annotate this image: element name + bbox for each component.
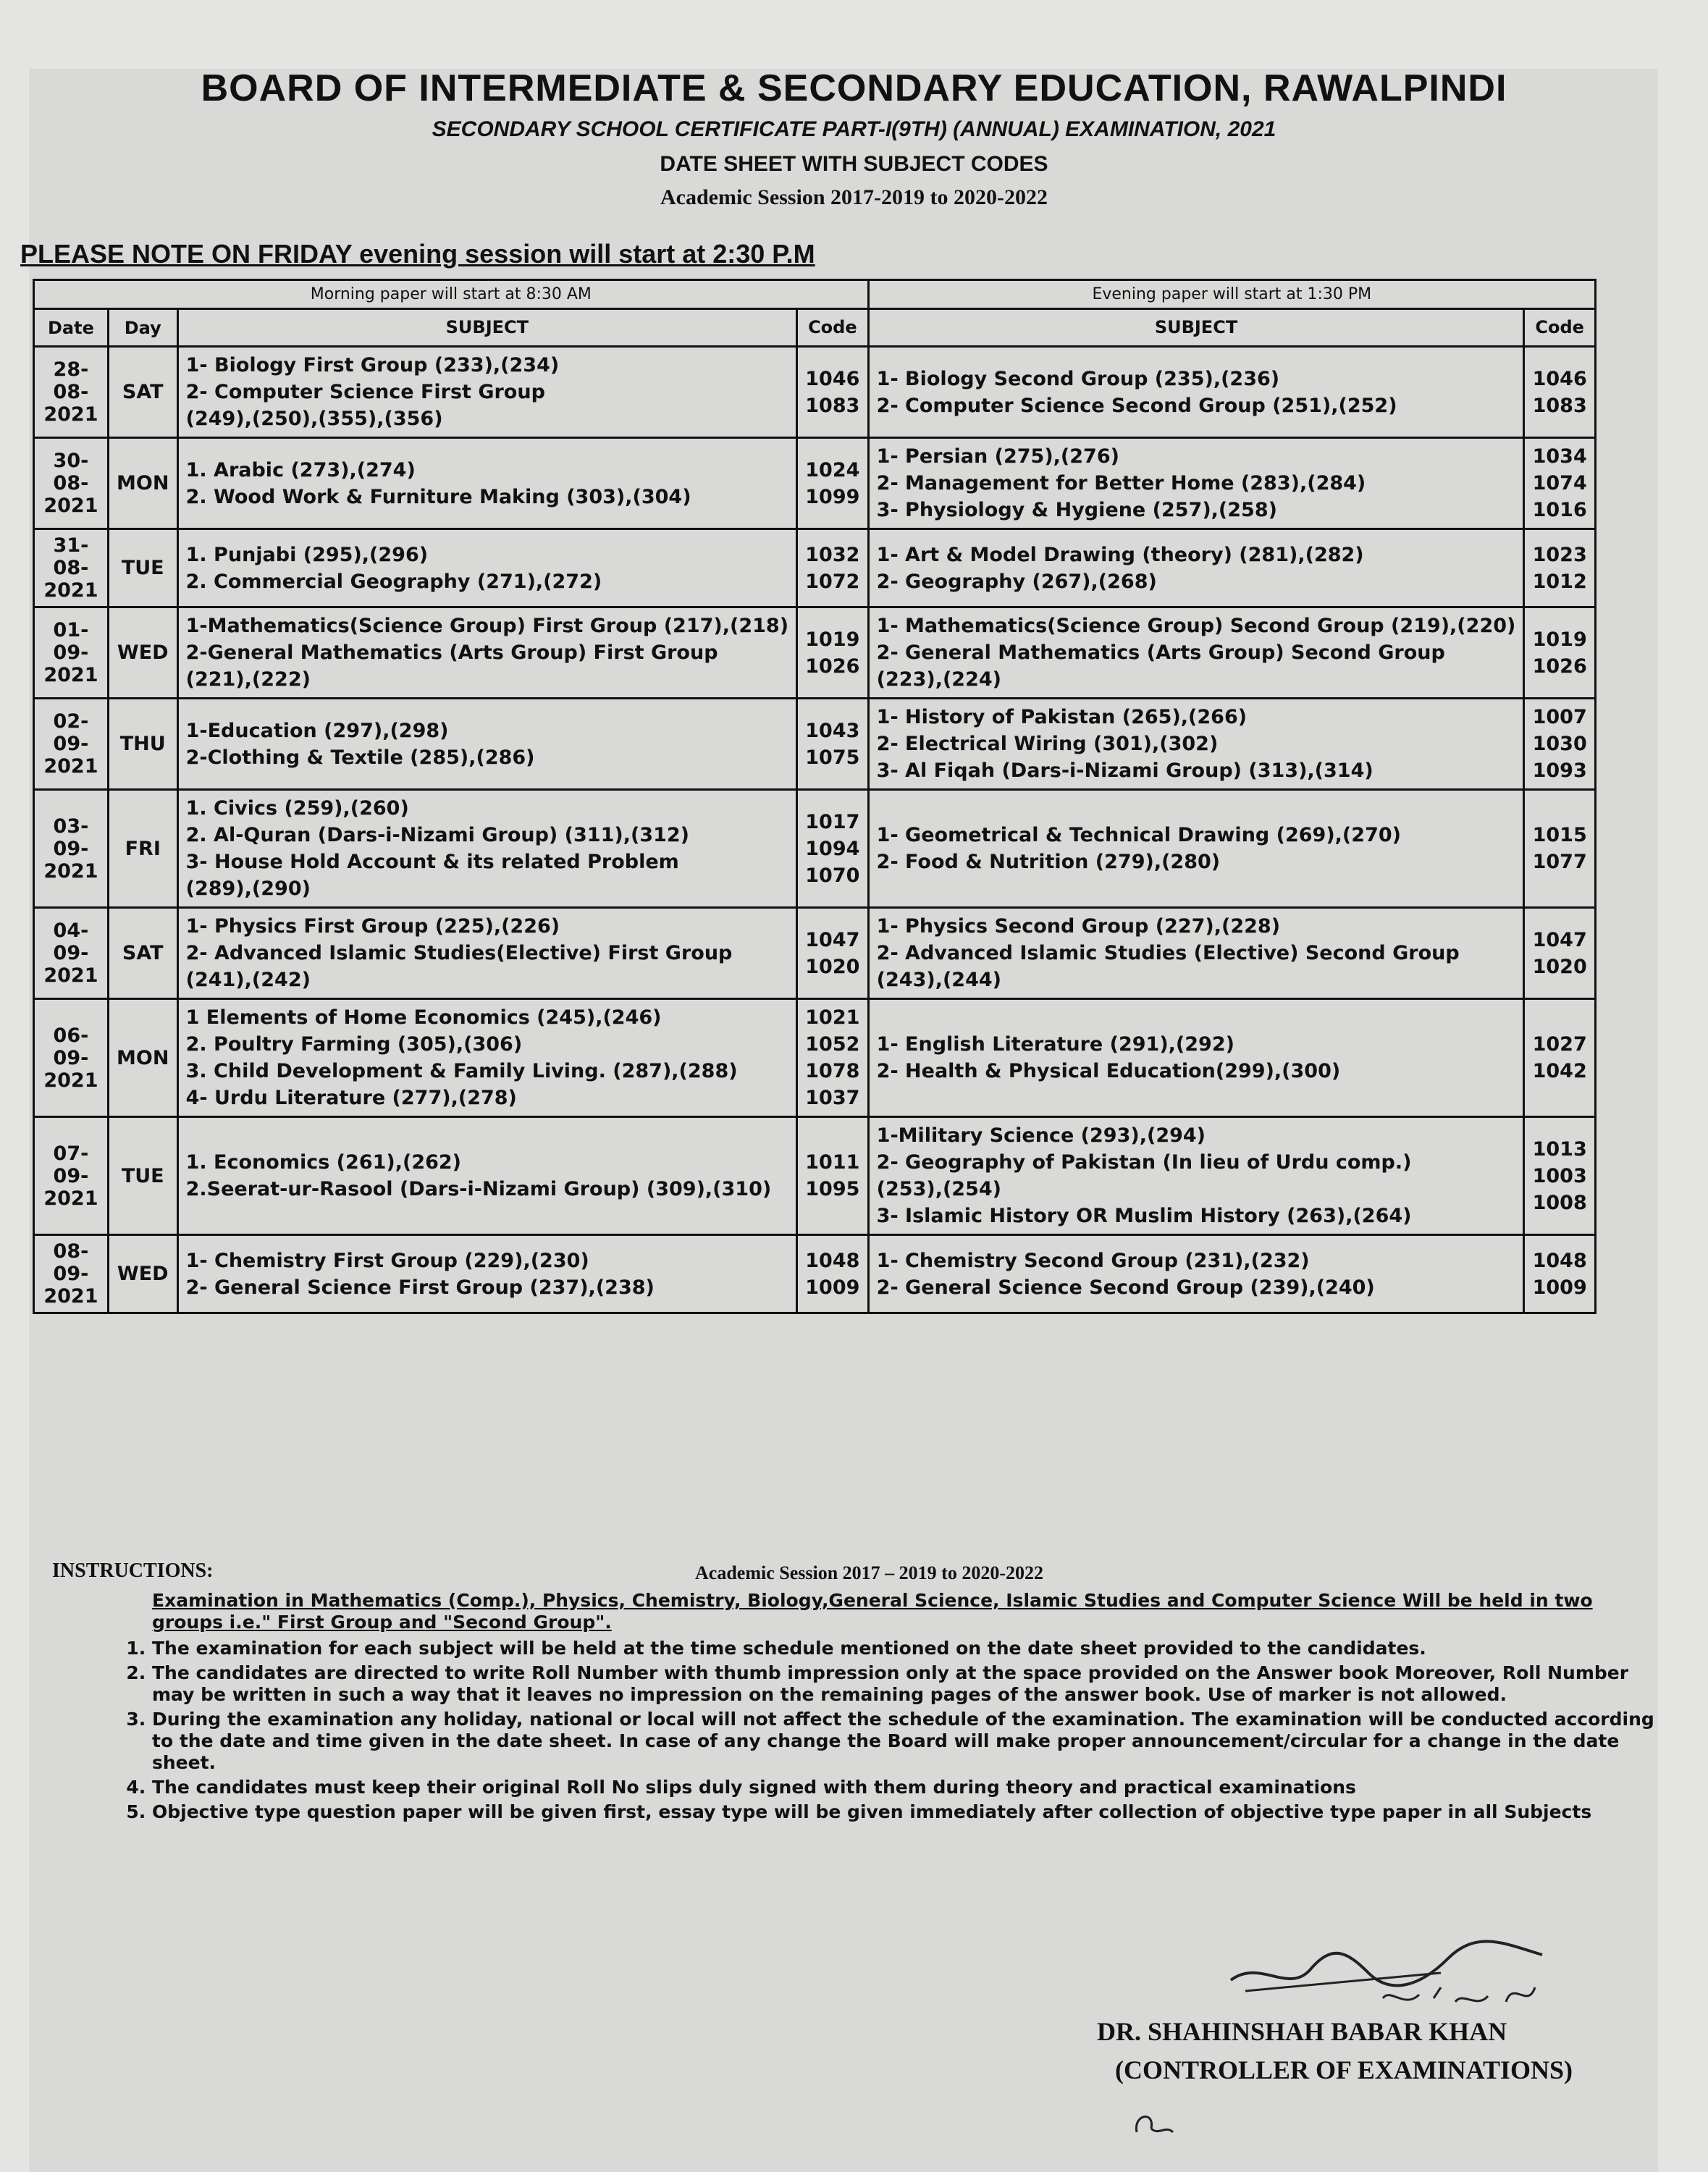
instructions-heading: Examination in Mathematics (Comp.), Physics, Chemistry, Biology,General Science, Islamic Studies and Computer Science Will be held in two groups i.e." First Group and "Second Group".	[152, 1590, 1593, 1633]
evening-subject-line: (223),(224)	[876, 668, 1001, 691]
morning-subject-cell	[177, 438, 796, 529]
friday-note: PLEASE NOTE ON FRIDAY evening session will start at 2:30 P.M	[20, 239, 815, 269]
evening-subject-cell	[868, 1235, 1524, 1313]
evening-code: 1077	[1532, 851, 1587, 873]
evening-code: 1012	[1532, 570, 1587, 593]
morning-code: 1026	[805, 654, 860, 678]
evening-subject-line: 2- Electrical Wiring (301),(302)	[876, 733, 1219, 755]
evening-code: 1034	[1532, 445, 1587, 468]
evening-code-cell	[1524, 529, 1596, 607]
evening-subject-line: 1- Biology Second Group (235),(236)	[876, 367, 1280, 390]
day-cell: WED	[108, 607, 177, 699]
col-evening-code: Code	[1524, 309, 1596, 347]
table-row	[34, 999, 1596, 1117]
date-cell: 28-08-2021	[34, 347, 109, 438]
table-row	[34, 529, 1596, 607]
date-cell: 31-08-2021	[34, 529, 109, 607]
day-cell: TUE	[108, 1117, 177, 1235]
day-cell: TUE	[108, 529, 177, 607]
signature-image	[1202, 1929, 1564, 2016]
day-cell: SAT	[108, 908, 177, 999]
table-row	[34, 790, 1596, 908]
morning-code-cell	[797, 1117, 869, 1235]
morning-subject-cell	[177, 607, 796, 699]
evening-code-cell	[1524, 347, 1596, 438]
morning-code: 1020	[805, 955, 860, 978]
evening-code: 1083	[1532, 394, 1587, 417]
morning-code-cell	[797, 999, 869, 1117]
evening-subject-cell	[868, 347, 1524, 438]
evening-code: 1003	[1532, 1164, 1587, 1187]
morning-subject-line: 3. Child Development & Family Living. (287),(288)	[185, 1060, 738, 1082]
morning-subject-cell	[177, 529, 796, 607]
evening-subject-line: 2- Health & Physical Education(299),(300)	[876, 1060, 1341, 1082]
evening-subject-line: 1- Geometrical & Technical Drawing (269),(270)	[876, 824, 1401, 846]
col-morning-subject: SUBJECT	[177, 309, 796, 347]
morning-code: 1024	[805, 458, 860, 481]
morning-code: 1072	[805, 570, 860, 593]
evening-code-cell	[1524, 1235, 1596, 1313]
evening-subject-line: (243),(244)	[876, 969, 1001, 991]
evening-code: 1023	[1532, 543, 1587, 566]
morning-code: 1019	[805, 628, 860, 651]
morning-subject-line: 4- Urdu Literature (277),(278)	[185, 1087, 517, 1109]
evening-code: 1026	[1532, 654, 1587, 678]
evening-code: 1007	[1532, 706, 1587, 728]
day-cell: FRI	[108, 790, 177, 908]
morning-subject-line: 2- Advanced Islamic Studies(Elective) First Group	[185, 942, 733, 964]
morning-subject-cell	[177, 1117, 796, 1235]
evening-subject-cell	[868, 790, 1524, 908]
day-cell: THU	[108, 699, 177, 790]
table-row	[34, 607, 1596, 699]
session-title: Academic Session 2017-2019 to 2020-2022	[660, 185, 1048, 209]
evening-subject-line: (253),(254)	[876, 1178, 1001, 1200]
instruction-item: 2. The candidates are directed to write Roll Number with thumb impression only at the space provided on the Answer book Moreover, Roll Number may be written in such a way that it leaves no impression on the remaining pages of the answer book. Use of marker is not allowed.	[152, 1662, 1665, 1706]
evening-code: 1013	[1532, 1137, 1587, 1161]
morning-code-cell	[797, 438, 869, 529]
evening-code-cell	[1524, 607, 1596, 699]
morning-code-cell	[797, 607, 869, 699]
day-cell: SAT	[108, 347, 177, 438]
instruction-item: 5. Objective type question paper will be given first, essay type will be given immediately after collection of objective type paper in all Subjects	[152, 1801, 1665, 1823]
evening-code: 1020	[1532, 955, 1587, 978]
morning-code: 1043	[805, 719, 860, 742]
evening-subject-line: 2- Food & Nutrition (279),(280)	[876, 851, 1221, 873]
evening-subject-line: 2- Geography (267),(268)	[876, 570, 1157, 593]
evening-subject-line: 1- Physics Second Group (227),(228)	[876, 915, 1281, 938]
evening-code: 1015	[1532, 824, 1587, 846]
morning-code: 1095	[805, 1178, 860, 1200]
morning-subject-line: 1. Punjabi (295),(296)	[185, 543, 429, 566]
evening-subject-line: 3- Islamic History OR Muslim History (263),(264)	[876, 1205, 1412, 1227]
morning-code: 1052	[805, 1033, 860, 1056]
morning-subject-line: 1- Physics First Group (225),(226)	[185, 915, 560, 938]
evening-subject-cell	[868, 908, 1524, 999]
evening-subject-cell	[868, 1117, 1524, 1235]
morning-subject-cell	[177, 347, 796, 438]
morning-code: 1046	[805, 367, 860, 390]
evening-code: 1009	[1532, 1276, 1587, 1299]
evening-code-cell	[1524, 999, 1596, 1117]
morning-code: 1009	[805, 1276, 860, 1299]
evening-code: 1030	[1532, 733, 1587, 755]
exam-title: SECONDARY SCHOOL CERTIFICATE PART-I(9TH) (ANNUAL) EXAMINATION, 2021	[432, 117, 1276, 141]
evening-subject-line: 2- General Science Second Group (239),(240)	[876, 1276, 1375, 1299]
date-cell: 02-09-2021	[34, 699, 109, 790]
evening-subject-line: 1- Art & Model Drawing (theory) (281),(282)	[876, 543, 1364, 566]
evening-subject-line: 2- Geography of Pakistan (In lieu of Urdu comp.)	[876, 1151, 1412, 1174]
evening-code-cell	[1524, 790, 1596, 908]
date-cell: 08-09-2021	[34, 1235, 109, 1313]
instructions-list	[109, 1638, 1665, 1826]
morning-code: 1099	[805, 485, 860, 508]
evening-code: 1042	[1532, 1060, 1587, 1082]
morning-subject-line: 1- Biology First Group (233),(234)	[185, 354, 560, 376]
date-sheet-table	[33, 279, 1596, 1314]
col-date: Date	[34, 309, 109, 347]
signatory-title: (CONTROLLER OF EXAMINATIONS)	[1115, 2055, 1573, 2084]
morning-code: 1017	[805, 810, 860, 833]
morning-subject-line: 1. Civics (259),(260)	[185, 797, 409, 820]
signatory-name: DR. SHAHINSHAH BABAR KHAN	[1097, 2017, 1507, 2046]
morning-subject-line: (221),(222)	[185, 668, 311, 691]
morning-code: 1075	[805, 746, 860, 769]
morning-subject-line: 2. Commercial Geography (271),(272)	[185, 570, 602, 593]
evening-subject-line: 1-Military Science (293),(294)	[876, 1124, 1206, 1147]
evening-subject-line: 2- Advanced Islamic Studies (Elective) Second Group	[876, 942, 1460, 964]
morning-code: 1094	[805, 837, 860, 860]
instruction-item: 3. During the examination any holiday, national or local will not affect the schedule of the examination. The examination will be conducted according to the date and time given in the date sheet. In case of any change the Board will make proper announcement/circular for a change in the date sheet.	[152, 1709, 1665, 1774]
sheet-title: DATE SHEET WITH SUBJECT CODES	[660, 152, 1048, 176]
morning-subject-cell	[177, 1235, 796, 1313]
morning-subject-line: 2. Wood Work & Furniture Making (303),(304)	[185, 485, 691, 508]
morning-subject-line: 2. Al-Quran (Dars-i-Nizami Group) (311),(312)	[185, 824, 689, 846]
morning-code-cell	[797, 1235, 869, 1313]
morning-subject-line: 1-Mathematics(Science Group) First Group (217),(218)	[185, 615, 789, 637]
date-cell: 07-09-2021	[34, 1117, 109, 1235]
morning-code: 1048	[805, 1249, 860, 1272]
col-day: Day	[108, 309, 177, 347]
morning-subject-line: 2.Seerat-ur-Rasool (Dars-i-Nizami Group) (309),(310)	[185, 1178, 772, 1200]
instructions-session: Academic Session 2017 – 2019 to 2020-2022	[695, 1562, 1043, 1583]
evening-subject-line: 1- English Literature (291),(292)	[876, 1033, 1234, 1056]
evening-subject-line: 2- Computer Science Second Group (251),(252)	[876, 394, 1397, 417]
evening-code: 1046	[1532, 367, 1587, 390]
evening-code-cell	[1524, 438, 1596, 529]
morning-code-cell	[797, 699, 869, 790]
instruction-item: 1. The examination for each subject will be held at the time schedule mentioned on the date sheet provided to the candidates.	[152, 1638, 1665, 1659]
morning-subject-line: 2- General Science First Group (237),(238)	[185, 1276, 655, 1299]
evening-code: 1047	[1532, 928, 1587, 951]
col-evening-subject: SUBJECT	[868, 309, 1524, 347]
morning-subject-cell	[177, 908, 796, 999]
morning-subject-line: 2-Clothing & Textile (285),(286)	[185, 746, 535, 769]
morning-code: 1021	[805, 1006, 860, 1029]
date-cell: 01-09-2021	[34, 607, 109, 699]
morning-subject-line: (289),(290)	[185, 877, 311, 900]
evening-code: 1016	[1532, 499, 1587, 521]
evening-subject-line: 1- Persian (275),(276)	[876, 445, 1119, 468]
evening-subject-cell	[868, 529, 1524, 607]
morning-subject-line: (241),(242)	[185, 969, 311, 991]
table-row	[34, 347, 1596, 438]
morning-code: 1083	[805, 394, 860, 417]
evening-code: 1074	[1532, 472, 1587, 494]
day-cell: WED	[108, 1235, 177, 1313]
date-cell: 04-09-2021	[34, 908, 109, 999]
evening-code: 1008	[1532, 1191, 1587, 1214]
date-cell: 03-09-2021	[34, 790, 109, 908]
table-row	[34, 1117, 1596, 1235]
morning-subject-cell	[177, 999, 796, 1117]
col-morning-code: Code	[797, 309, 869, 347]
evening-code: 1093	[1532, 759, 1587, 782]
table-row	[34, 908, 1596, 999]
evening-code: 1027	[1532, 1033, 1587, 1056]
date-cell: 30-08-2021	[34, 438, 109, 529]
morning-subject-line: 2. Poultry Farming (305),(306)	[185, 1033, 523, 1056]
day-cell: MON	[108, 438, 177, 529]
evening-subject-line: 1- History of Pakistan (265),(266)	[876, 706, 1248, 728]
morning-subject-line: (249),(250),(355),(356)	[185, 408, 443, 430]
morning-code: 1078	[805, 1060, 860, 1082]
evening-subject-cell	[868, 699, 1524, 790]
evening-subject-line: 1- Mathematics(Science Group) Second Group (219),(220)	[876, 615, 1516, 637]
evening-subject-cell	[868, 607, 1524, 699]
morning-subject-line: 1 Elements of Home Economics (245),(246)	[185, 1006, 662, 1029]
evening-code-cell	[1524, 1117, 1596, 1235]
evening-subject-line: 1- Chemistry Second Group (231),(232)	[876, 1249, 1310, 1272]
morning-subject-line: 1. Arabic (273),(274)	[185, 458, 416, 481]
evening-code: 1048	[1532, 1249, 1587, 1272]
morning-subject-line: 1-Education (297),(298)	[185, 719, 449, 742]
table-row	[34, 438, 1596, 529]
table-body	[34, 347, 1596, 1313]
morning-subject-line: 2- Computer Science First Group	[185, 381, 545, 403]
morning-code: 1070	[805, 864, 860, 887]
instructions-title: INSTRUCTIONS:	[52, 1559, 214, 1582]
morning-code-cell	[797, 790, 869, 908]
evening-subject-line: 3- Al Fiqah (Dars-i-Nizami Group) (313),(314)	[876, 759, 1373, 782]
morning-code: 1037	[805, 1087, 860, 1109]
morning-code: 1047	[805, 928, 860, 951]
evening-timing: Evening paper will start at 1:30 PM	[868, 280, 1595, 309]
evening-subject-cell	[868, 999, 1524, 1117]
evening-subject-line: 2- General Mathematics (Arts Group) Second Group	[876, 641, 1445, 664]
morning-subject-line: 2-General Mathematics (Arts Group) First Group	[185, 641, 718, 664]
morning-subject-cell	[177, 790, 796, 908]
morning-subject-cell	[177, 699, 796, 790]
instruction-item: 4. The candidates must keep their original Roll No slips duly signed with them during theory and practical examinations	[152, 1777, 1665, 1798]
evening-code-cell	[1524, 908, 1596, 999]
evening-code: 1019	[1532, 628, 1587, 651]
morning-code: 1032	[805, 543, 860, 566]
evening-subject-line: 3- Physiology & Hygiene (257),(258)	[876, 499, 1277, 521]
morning-subject-line: 1- Chemistry First Group (229),(230)	[185, 1249, 589, 1272]
morning-code-cell	[797, 529, 869, 607]
table-row	[34, 699, 1596, 790]
board-title: BOARD OF INTERMEDIATE & SECONDARY EDUCATION, RAWALPINDI	[201, 67, 1507, 109]
evening-subject-cell	[868, 438, 1524, 529]
morning-code-cell	[797, 908, 869, 999]
table-row	[34, 1235, 1596, 1313]
morning-subject-line: 1. Economics (261),(262)	[185, 1151, 462, 1174]
day-cell: MON	[108, 999, 177, 1117]
morning-timing: Morning paper will start at 8:30 AM	[34, 280, 869, 309]
initials-mark	[1129, 2103, 1180, 2147]
morning-code-cell	[797, 347, 869, 438]
morning-subject-line: 3- House Hold Account & its related Problem	[185, 851, 679, 873]
date-cell: 06-09-2021	[34, 999, 109, 1117]
evening-code-cell	[1524, 699, 1596, 790]
morning-code: 1011	[805, 1151, 860, 1174]
evening-subject-line: 2- Management for Better Home (283),(284)	[876, 472, 1366, 494]
